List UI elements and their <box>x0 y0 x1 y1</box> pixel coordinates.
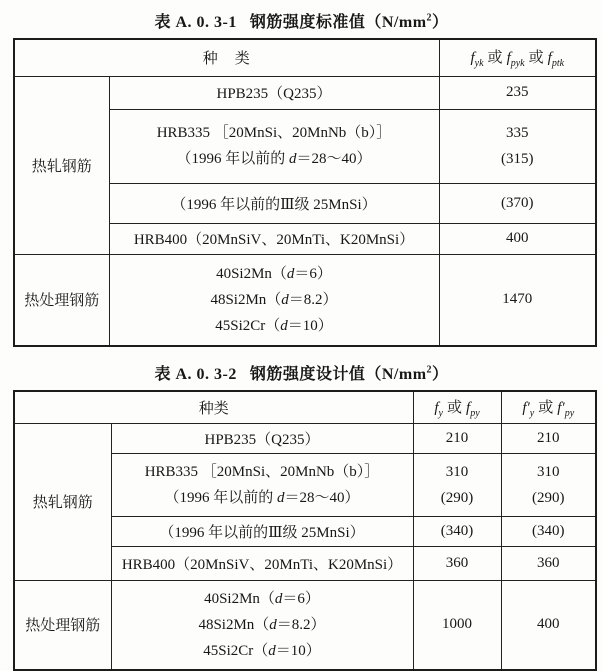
d-variable: d <box>286 265 295 282</box>
d-variable: d <box>280 317 288 334</box>
d-variable: d <box>268 642 276 659</box>
table2-fyp-hrb335-cell <box>501 453 596 516</box>
f-py-subscript: py <box>470 407 480 419</box>
table2-category-header-cell: 种类 <box>14 391 413 423</box>
table2-fyp-25mnsi-cell: (340) <box>501 516 596 546</box>
heat-treated-line2 <box>113 287 436 313</box>
f-y-symbol: f <box>434 399 439 416</box>
line-pre: 40Si2Mn（ <box>216 265 287 282</box>
value-line1: 310 <box>537 463 560 480</box>
table2-type-hrb400-cell: HRB400（20MnSiV、20MnTi、K20MnSi） <box>111 546 413 580</box>
table2-fy-heat-treated-cell: 1000 <box>413 580 501 670</box>
table1-type-hrb335-cell <box>109 109 439 183</box>
table2-group-hot-rolled-cell: 热轧钢筋 <box>14 423 111 580</box>
table1-type-heat-treated-cell <box>109 254 439 346</box>
table2-fyp-heat-treated-cell: 400 <box>501 580 596 670</box>
table1-title-unit: （N/mm <box>365 14 427 31</box>
heat-treated-line3 <box>115 638 410 664</box>
d-variable: d <box>269 616 277 633</box>
f-ptk-subscript: ptk <box>551 58 565 70</box>
line-post: ＝6） <box>294 265 332 282</box>
line-post: ＝8.2） <box>276 616 326 633</box>
table2-title-text: 钢筋强度设计值 <box>249 366 366 383</box>
table2-fy-hrb400-cell: 360 <box>413 546 501 580</box>
table1-value-heat-treated-cell: 1470 <box>439 254 596 346</box>
line-pre: 40Si2Mn（ <box>204 590 275 607</box>
or-text: 或 <box>528 50 544 67</box>
table2-title-unit-close: ） <box>432 366 449 383</box>
table1-title-text: 钢筋强度标准值 <box>249 14 366 31</box>
hrb335-line1: HRB335 ［20MnSi、20MnNb（b）］ <box>156 125 392 141</box>
heat-treated-line1 <box>115 586 410 612</box>
table2-type-hpb235-cell: HPB235（Q235） <box>111 423 413 453</box>
table2-type-25mnsi-cell: （1996 年以前的Ⅲ级 25MnSi） <box>111 516 413 546</box>
table1-title-unit-close: ） <box>432 14 449 31</box>
table2-title-number: 表 A. 0. 3-2 <box>154 366 237 383</box>
table2-fy-hrb335-cell <box>413 453 501 516</box>
table2-fy-header-cell <box>413 391 501 423</box>
table1-type-hpb235-cell: HPB235（Q235） <box>109 76 439 109</box>
hrb335-line2 <box>115 485 410 511</box>
table-standard-values <box>13 38 597 347</box>
f-prime-py-subscript: py <box>564 407 575 419</box>
table-design-values <box>13 390 597 671</box>
table2-group-heat-treated-cell: 热处理钢筋 <box>14 580 111 670</box>
f-yk-subscript: yk <box>474 58 484 70</box>
hrb335-line2-pre: （1996 年以前的 <box>164 489 277 506</box>
or-text: 或 <box>538 399 554 416</box>
f-ptk-symbol: f <box>547 50 552 67</box>
table1-type-hrb400-cell: HRB400（20MnSiV、20MnTi、K20MnSi） <box>109 223 439 254</box>
table2-title <box>0 347 603 384</box>
line-pre: 48Si2Mn（ <box>210 291 282 308</box>
table1-group-heat-treated-cell: 热处理钢筋 <box>14 254 109 346</box>
table1-value-25mnsi-cell: (370) <box>439 183 596 223</box>
table2-title-unit-sup: 2 <box>426 364 433 376</box>
table-row <box>14 580 596 670</box>
table2-fyp-hrb400-cell: 360 <box>501 546 596 580</box>
hrb335-line2-pre: （1996 年以前的 <box>176 151 289 167</box>
or-text: 或 <box>447 399 463 416</box>
f-prime-py-symbol: f′ <box>557 399 565 416</box>
f-prime-y-symbol: f′ <box>522 399 530 416</box>
value-line1: 310 <box>445 463 469 480</box>
f-pyk-subscript: pyk <box>510 58 525 70</box>
hrb335-value-line2: (315) <box>501 151 534 167</box>
or-text: 或 <box>487 50 503 67</box>
hrb335-line1: HRB335 ［20MnSi、20MnNb（b）］ <box>144 463 380 480</box>
line-post: ＝10） <box>287 317 333 334</box>
f-prime-y-subscript: y <box>529 407 535 419</box>
heat-treated-line1 <box>113 261 436 287</box>
table-row <box>14 254 596 346</box>
line-post: ＝8.2） <box>288 291 338 308</box>
hrb335-line2 <box>113 146 436 172</box>
heat-treated-line3 <box>113 313 436 339</box>
table1-group-hot-rolled-cell: 热轧钢筋 <box>14 76 109 254</box>
line-post: ＝10） <box>275 642 321 659</box>
f-yk-symbol: f <box>470 50 475 67</box>
table1-category-header-cell: 种 类 <box>14 39 439 76</box>
table1-strength-header-cell <box>439 39 596 76</box>
table-row <box>14 423 596 453</box>
f-py-symbol: f <box>466 399 471 416</box>
line-post: ＝6） <box>282 590 320 607</box>
table2-title-unit: （N/mm <box>365 366 427 383</box>
d-variable: d <box>281 291 289 308</box>
table-row <box>14 76 596 109</box>
value-line2: (290) <box>440 489 474 506</box>
table1-value-hpb235-cell: 235 <box>439 76 596 109</box>
table1-title-number: 表 A. 0. 3-1 <box>154 14 237 31</box>
table2-fy-hpb235-cell: 210 <box>413 423 501 453</box>
hrb335-line2-post: ＝28～40） <box>284 489 360 506</box>
line-pre: 48Si2Mn（ <box>198 616 270 633</box>
table1-title-unit-sup: 2 <box>426 12 433 24</box>
table1-value-hrb335-cell <box>439 109 596 183</box>
d-variable: d <box>274 590 283 607</box>
table1-value-hrb400-cell: 400 <box>439 223 596 254</box>
table2-type-hrb335-cell <box>111 453 413 516</box>
table1-title <box>0 0 603 32</box>
line-pre: 45Si2Cr（ <box>215 317 281 334</box>
line-pre: 45Si2Cr（ <box>203 642 269 659</box>
hrb335-value-line1: 335 <box>506 125 529 141</box>
table1-header-row <box>14 39 596 76</box>
table2-header-row <box>14 391 596 423</box>
table2-fyp-hpb235-cell: 210 <box>501 423 596 453</box>
table2-fy-prime-header-cell <box>501 391 596 423</box>
heat-treated-line2 <box>115 612 410 638</box>
table1-type-25mnsi-cell: （1996 年以前的Ⅲ级 25MnSi） <box>109 183 439 223</box>
hrb335-line2-post: ＝28～40） <box>296 151 372 167</box>
d-variable: d <box>277 489 285 506</box>
table2-fy-25mnsi-cell: (340) <box>413 516 501 546</box>
d-variable: d <box>289 151 297 167</box>
f-y-subscript: y <box>438 407 443 419</box>
value-line2: (290) <box>532 489 565 506</box>
f-pyk-symbol: f <box>506 50 511 67</box>
table2-type-heat-treated-cell <box>111 580 413 670</box>
